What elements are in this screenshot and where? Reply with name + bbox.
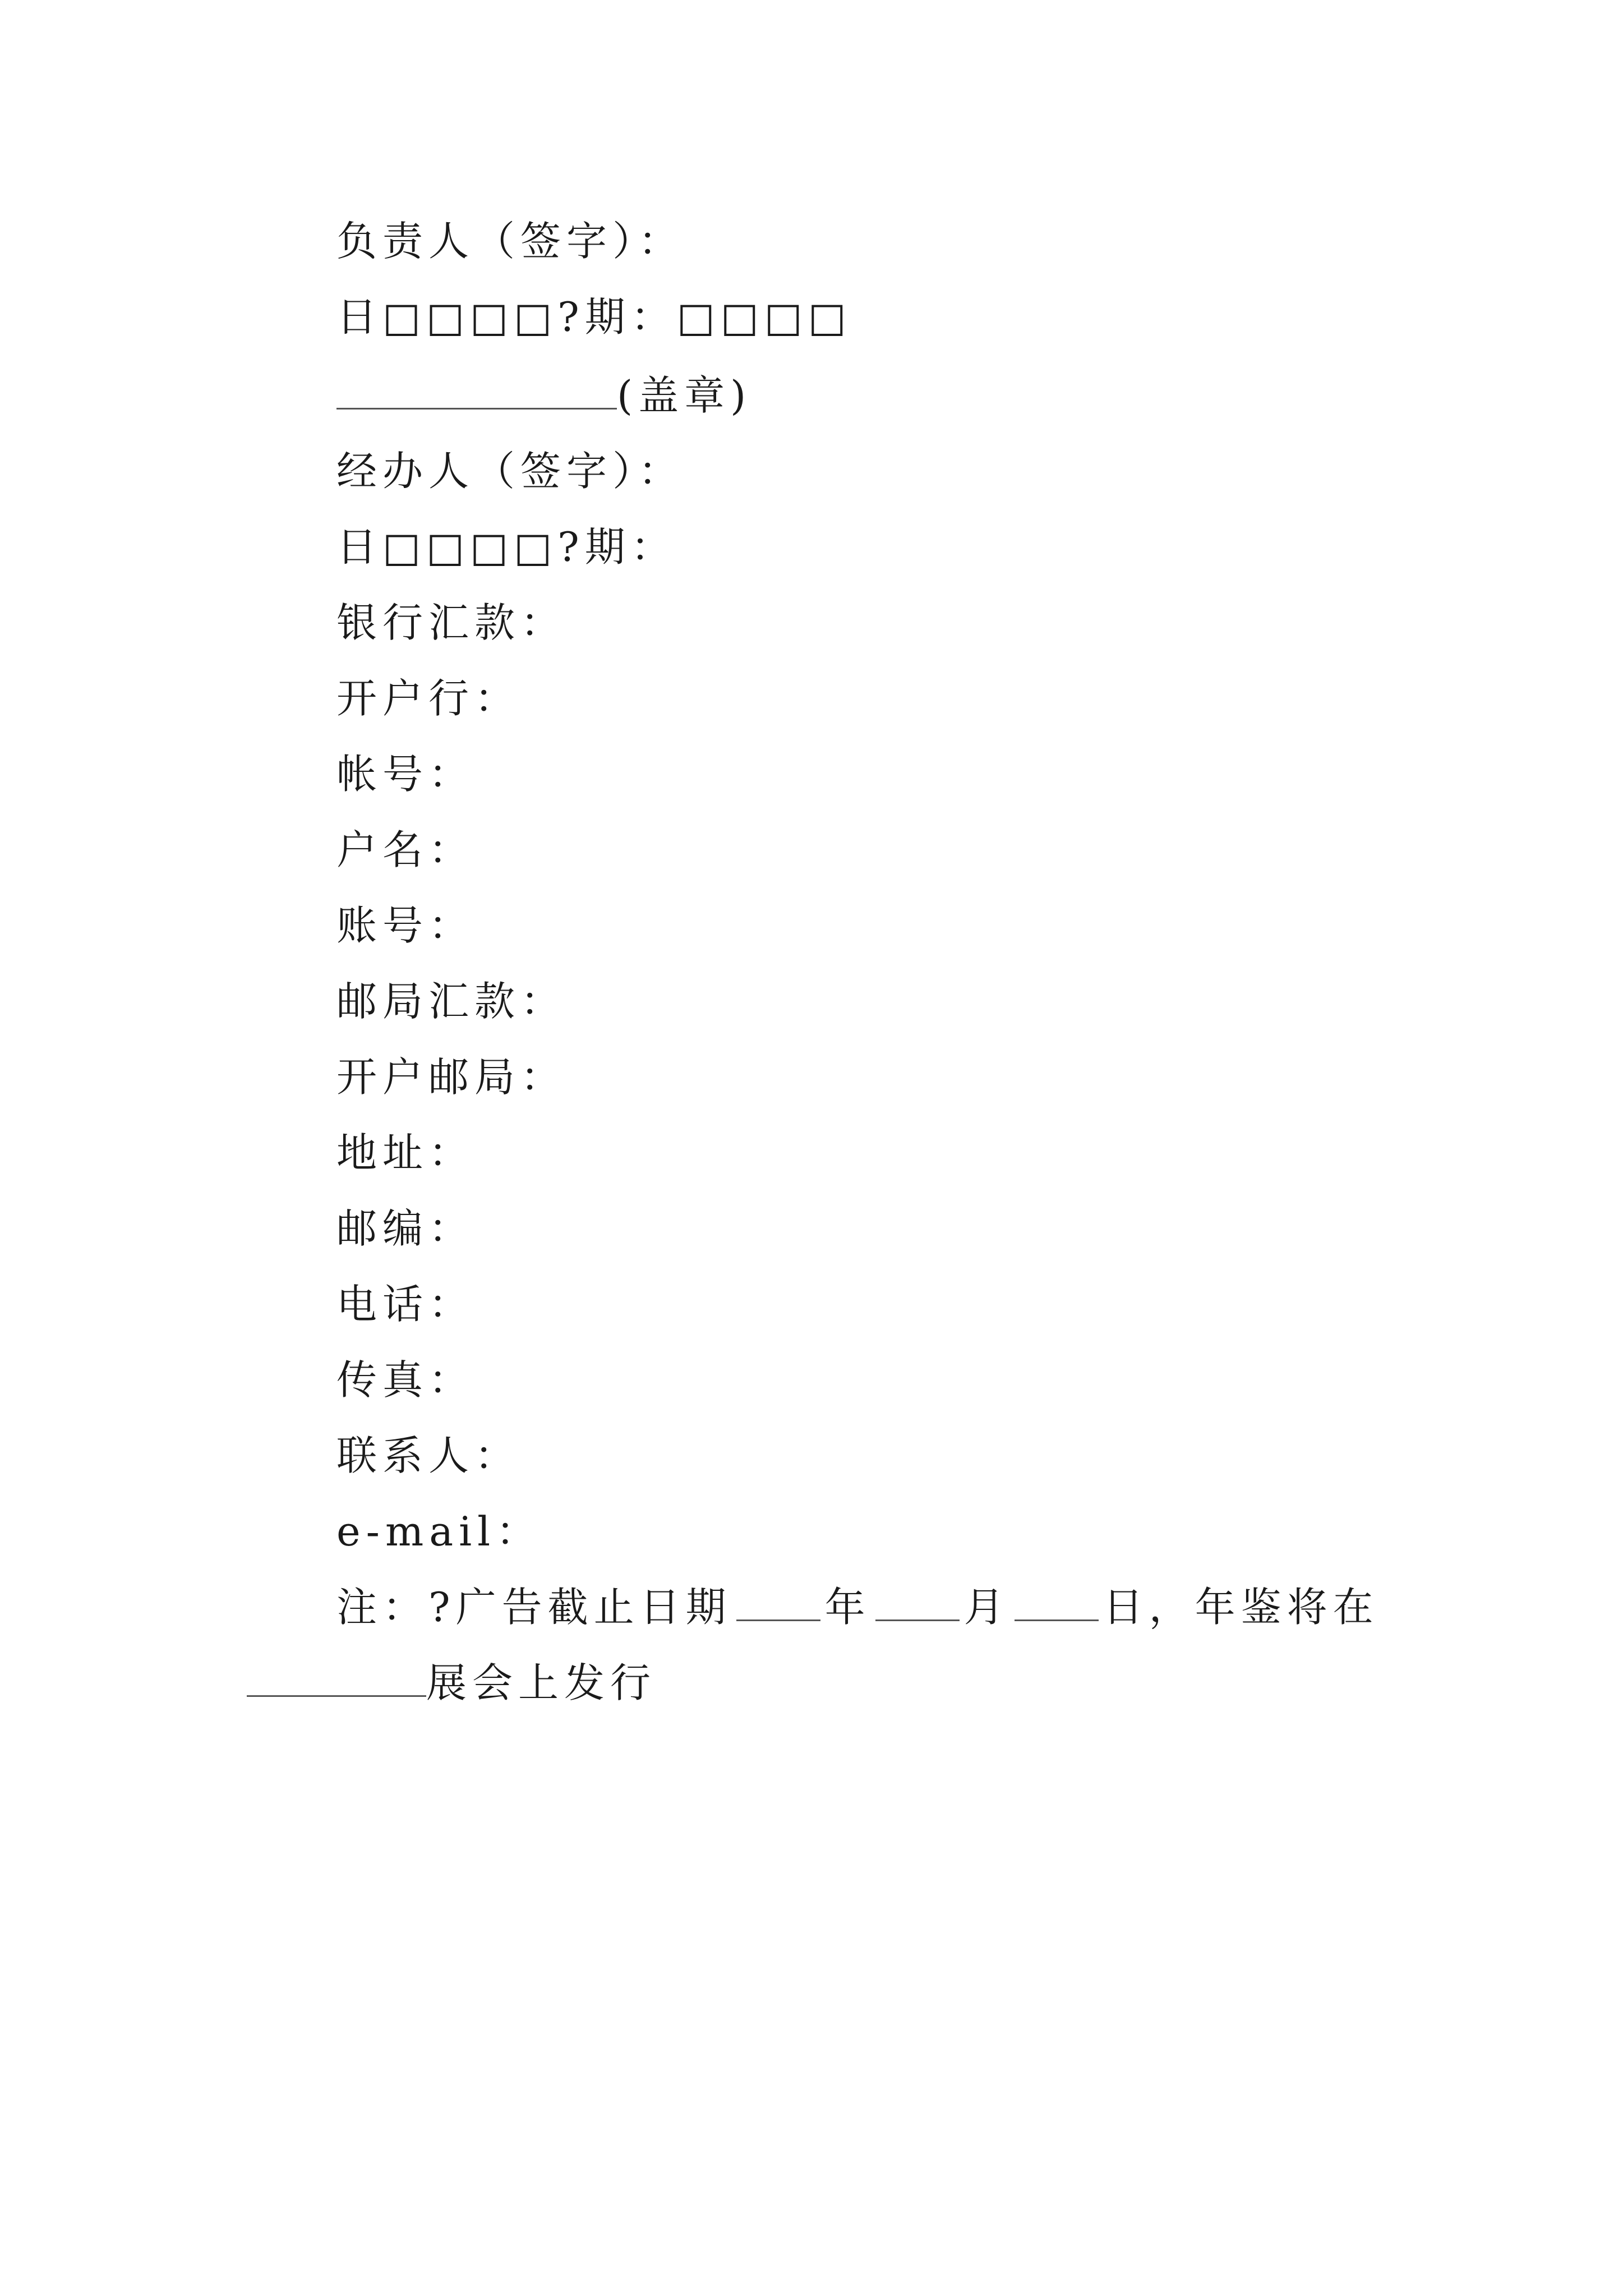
handler-signature: 经办人（签字）： <box>336 448 685 495</box>
note-suffix: 展会上发行 <box>426 1659 657 1706</box>
note-year: 年 <box>824 1584 871 1631</box>
date-line-1: 日□□□□?期：□□□□ <box>336 293 852 341</box>
postcode-label: 邮编： <box>336 1205 475 1252</box>
contact-label: 联系人： <box>336 1432 521 1479</box>
note-day-suffix: 日，年鉴将在 <box>1103 1584 1379 1631</box>
note-line-2 <box>247 1655 656 1711</box>
seal-label: (盖章) <box>617 372 752 419</box>
seal-line <box>336 367 751 424</box>
email-label: e-mail： <box>336 1508 542 1555</box>
year-blank <box>736 1585 820 1621</box>
phone-label: 电话： <box>336 1281 475 1328</box>
post-remittance-heading: 邮局汇款： <box>336 978 567 1025</box>
day-blank <box>1015 1585 1099 1621</box>
date-line-2: 日□□□□?期： <box>336 523 677 570</box>
seal-blank <box>336 373 617 409</box>
account-name-label: 户名： <box>336 826 475 873</box>
note-prefix: 注：?广告截止日期 <box>336 1584 732 1631</box>
account-number-label-2: 账号： <box>336 902 475 949</box>
expo-blank <box>247 1660 426 1697</box>
note-line-1 <box>336 1579 1379 1635</box>
bank-label: 开户行： <box>336 675 521 722</box>
responsible-person-signature: 负责人（签字）： <box>336 218 685 265</box>
note-month: 月 <box>963 1584 1010 1631</box>
address-label: 地址： <box>336 1129 475 1176</box>
post-office-label: 开户邮局： <box>336 1053 567 1101</box>
account-number-label: 帐号： <box>336 751 475 798</box>
month-blank <box>875 1585 960 1621</box>
fax-label: 传真： <box>336 1356 475 1404</box>
bank-remittance-heading: 银行汇款： <box>336 599 567 646</box>
